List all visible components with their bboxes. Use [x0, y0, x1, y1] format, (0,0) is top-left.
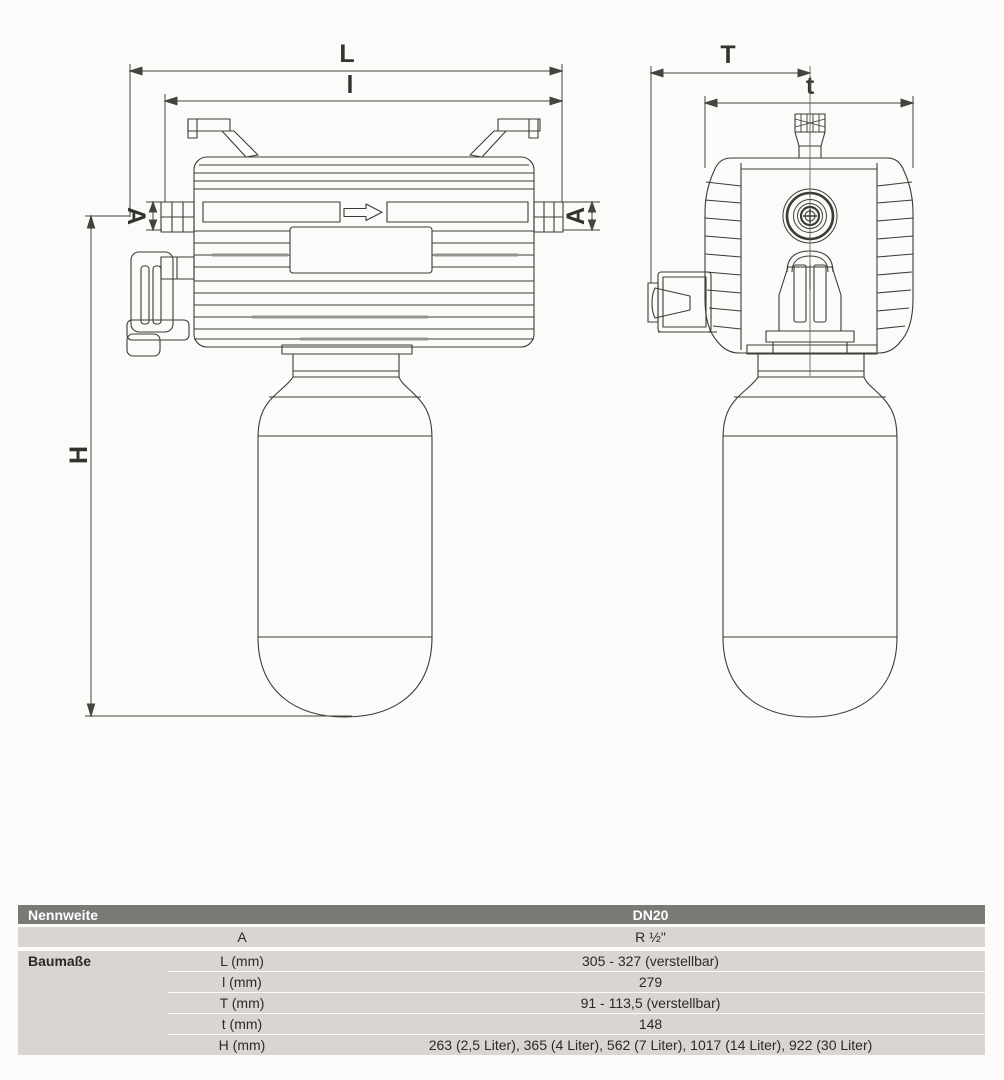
outlet-connector [534, 202, 563, 232]
side-outlet-inner [663, 277, 706, 327]
dimension-A-right [562, 202, 600, 230]
dim-H-lines [85, 216, 352, 716]
table-row-T [168, 993, 985, 1014]
valve-slot-1 [141, 266, 149, 324]
cup-neck-side [758, 354, 864, 377]
inlet-pipe-threads [161, 202, 194, 232]
valve-slot-2 [153, 266, 161, 324]
table-subrows [168, 951, 985, 1055]
side-view [648, 114, 913, 717]
cup-flange [282, 345, 412, 354]
dim-t-label: t [805, 72, 815, 100]
dim-H-arrow-up [87, 216, 94, 228]
dimension-T [651, 41, 810, 283]
bracket-arm-right [470, 131, 506, 157]
dim-T-lines [651, 66, 810, 283]
cup-outline [258, 377, 432, 717]
sight-band-right [387, 202, 528, 222]
row-L-value: 305 - 327 (verstellbar) [582, 952, 719, 969]
flow-direction-arrow-icon [344, 204, 382, 221]
dim-A-right-label: A [562, 206, 590, 226]
valve-handle-arm [127, 320, 189, 340]
table-row-a [18, 927, 985, 947]
front-view [127, 119, 563, 717]
row-T-label: T (mm) [219, 994, 265, 1011]
filter-cup-side [723, 345, 897, 717]
clamp-slot-2 [814, 265, 826, 322]
dimension-L [130, 40, 562, 217]
table-row-t [168, 1014, 985, 1035]
spec-table [18, 905, 985, 1055]
row-l-value: 279 [638, 973, 663, 990]
housing-rib-lines-top [194, 165, 534, 189]
dimension-H [65, 216, 352, 716]
side-outlet [648, 272, 717, 332]
bracket-bar-right [498, 119, 540, 131]
row-l-label: l (mm) [222, 973, 262, 990]
table-header-row [18, 905, 985, 924]
housing [194, 157, 534, 347]
dimension-l [165, 71, 562, 202]
cup-neck [293, 354, 399, 377]
dimension-t [705, 72, 913, 168]
dim-L-label: L [339, 40, 355, 68]
housing-rib-lines-bottom [194, 281, 534, 339]
bracket-tab-right [529, 119, 538, 138]
label-plate [290, 227, 432, 273]
bracket-arm-left [222, 131, 258, 157]
table-header-dn20: DN20 [632, 906, 669, 923]
mounting-brackets [188, 119, 540, 157]
sight-band-left [203, 202, 340, 222]
row-a-value: R ½" [635, 928, 666, 945]
dim-L-arrow-left [130, 67, 142, 75]
valve-handle-foot [127, 334, 160, 356]
dim-T-arrow-left [651, 69, 663, 77]
cup-outline-side [723, 377, 897, 717]
row-H-value: 263 (2,5 Liter), 365 (4 Liter), 562 (7 Liter), 1017 (14 Liter), 922 (30 Liter) [428, 1036, 873, 1053]
dim-l-arrow-left [165, 97, 177, 105]
row-L-label: L (mm) [220, 952, 264, 969]
flush-valve [127, 252, 194, 356]
table-baumasse-block [18, 951, 985, 1055]
row-T-value: 91 - 113,5 (verstellbar) [580, 994, 721, 1011]
bracket-bar-left [188, 119, 230, 131]
outlet-pipe-threads [534, 202, 563, 232]
side-ribs-left [705, 182, 741, 329]
dim-H-label: H [65, 445, 93, 465]
dim-A-left-label: A [122, 206, 150, 226]
dim-l-line [165, 94, 562, 202]
row-t-value: 148 [638, 1015, 663, 1032]
table-row-H [168, 1035, 985, 1055]
row-a-label: A [237, 928, 247, 945]
dim-T-label: T [720, 41, 736, 69]
filter-cup-front [258, 345, 432, 717]
side-ribs-right [877, 182, 913, 329]
row-H-label: H (mm) [218, 1036, 266, 1053]
dim-l-arrow-right [550, 97, 562, 105]
table-section-label: Baumaße [28, 952, 92, 969]
dim-t-arrow-left [705, 99, 717, 107]
inlet-connector [161, 202, 194, 232]
dimensions [65, 40, 913, 716]
table-row-l [168, 972, 985, 993]
bracket-tab-left [188, 119, 197, 138]
dim-t-arrow-right [901, 99, 913, 107]
row-t-label: t (mm) [221, 1015, 263, 1032]
dim-l-label: l [346, 71, 354, 99]
dim-L-arrow-right [550, 67, 562, 75]
clamp-slot-1 [794, 265, 806, 322]
side-outlet-body [658, 272, 711, 332]
table-row-L [168, 951, 985, 972]
dim-H-arrow-down [87, 704, 94, 716]
table-header-nennweite: Nennweite [28, 906, 99, 923]
